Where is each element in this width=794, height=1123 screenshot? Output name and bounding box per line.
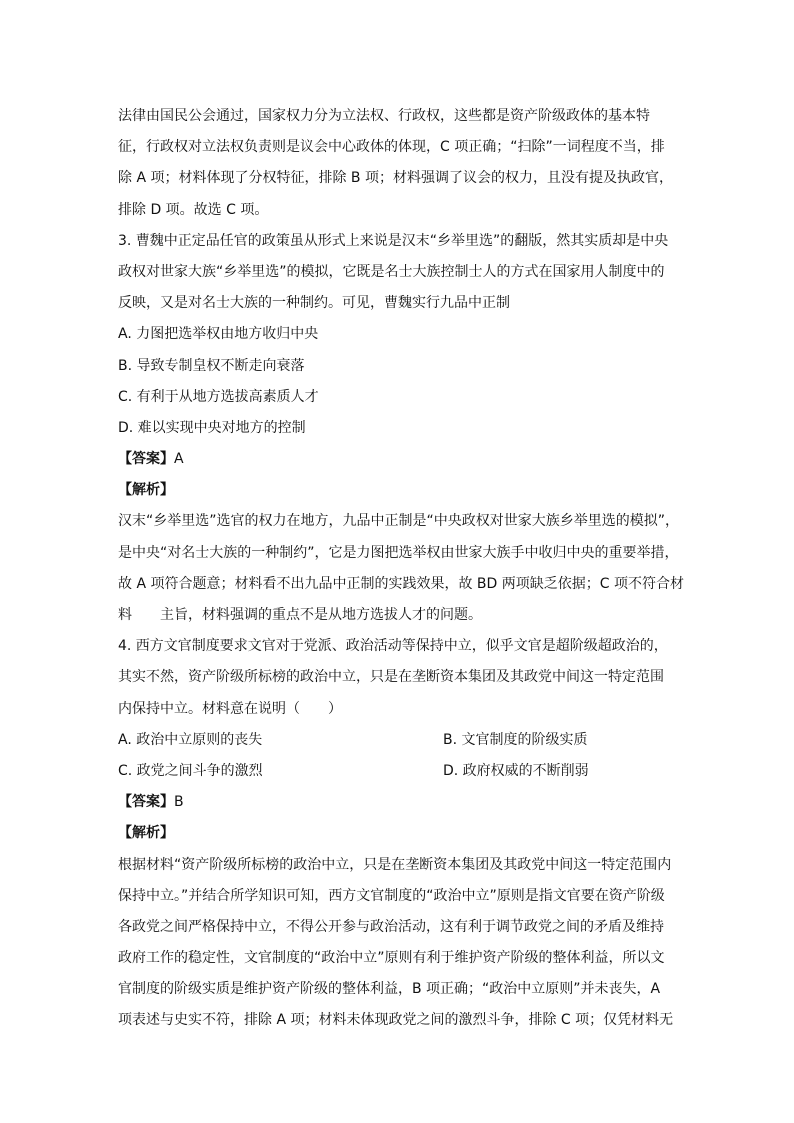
q3-analysis-line-2: 是中央“对名士大族的一种制约”，它是力图把选举权由世家大族手中收归中央的重要举措， (118, 544, 679, 561)
q4-option-b: B. 文官制度的阶级实质 (443, 731, 588, 748)
q3-option-d: D. 难以实现中央对地方的控制 (118, 419, 306, 436)
q4-analysis-label: 【解析】 (118, 825, 174, 842)
q4-analysis-line-6: 项表述与史实不符，排除 A 项；材料未体现政党之间的激烈斗争，排除 C 项；仅凭材料无 (118, 1012, 674, 1029)
q3-option-b: B. 导致专制皇权不断走向衰落 (118, 357, 305, 374)
carryover-line-2: 征，行政权对立法权负责则是议会中心政体的体现，C 项正确；“扫除”一词程度不当，排 (118, 139, 665, 156)
q4-options-row-2 (118, 756, 678, 787)
q3-analysis-line-3: 故 A 项符合题意；材料看不出九品中正制的实践效果，故 BD 两项缺乏依据；C 项不符合材 (118, 575, 684, 592)
q3-stem-line-3: 反映，又是对名士大族的一种制约。可见，曹魏实行九品中正制 (118, 295, 510, 312)
q4-stem-line-2: 其实不然，资产阶级所标榜的政治中立，只是在垄断资本集团及其政党中间这一特定范围 (118, 669, 664, 686)
q3-analysis-heading (118, 475, 678, 506)
q3-answer-value: A (174, 451, 184, 468)
q3-answer (118, 444, 678, 475)
carryover-line-4: 排除 D 项。故选 C 项。 (118, 201, 269, 218)
q3-option-c: C. 有利于从地方选拔高素质人才 (118, 388, 319, 405)
page-content (118, 101, 684, 1037)
q4-option-c: C. 政党之间斗争的激烈 (118, 762, 263, 779)
q4-answer-label: 【答案】 (118, 794, 174, 811)
q4-option-d: D. 政府权威的不断削弱 (443, 762, 589, 779)
carryover-line-1: 法律由国民公会通过，国家权力分为立法权、行政权，这些都是资产阶级政体的基本特 (118, 108, 650, 124)
q3-option-a: A. 力图把选举权由地方收归中央 (118, 326, 319, 343)
q4-analysis-line-4: 政府工作的稳定性，文官制度的“政治中立”原则有利于维护资产阶级的整体利益，所以文 (118, 950, 665, 967)
q4-options-row-1 (118, 725, 678, 756)
q4-analysis-line-5: 官制度的阶级实质是维护资产阶级的整体利益，B 项正确；“政治中立原则”并未丧失，A (118, 981, 661, 998)
q4-answer-value: B (174, 794, 184, 811)
q4-analysis-line-2: 保持中立。”并结合所学知识可知，西方文官制度的“政治中立”原则是指文官要在资产阶级 (118, 887, 665, 904)
q4-answer (118, 787, 678, 818)
q3-analysis-line-1: 汉末“乡举里选”选官的权力在地方，九品中正制是“中央政权对世家大族乡举里选的模拟”， (118, 513, 680, 530)
q4-stem-line-3: 内保持中立。材料意在说明（ ） (118, 700, 342, 717)
q3-answer-label: 【答案】 (118, 451, 174, 468)
q4-analysis-line-1: 根据材料“资产阶级所标榜的政治中立，只是在垄断资本集团及其政党中间这一特定范围内 (118, 856, 672, 873)
q4-option-a: A. 政治中立原则的丧失 (118, 731, 263, 748)
q3-analysis-label: 【解析】 (118, 482, 174, 499)
q4-analysis-heading (118, 818, 678, 849)
q4-analysis-line-3: 各政党之间严格保持中立，不得公开参与政治活动，这有利于调节政党之间的矛盾及维持 (118, 918, 664, 935)
q4-stem-line-1: 4. 西方文官制度要求文官对于党派、政治活动等保持中立，似乎文官是超阶级超政治的， (118, 638, 668, 655)
carryover-line-3: 除 A 项；材料体现了分权特征，排除 B 项；材料强调了议会的权力，且没有提及执政官， (118, 170, 673, 187)
q3-analysis-line-4: 料 主旨，材料强调的重点不是从地方选拔人才的问题。 (118, 607, 482, 623)
q3-stem-line-2: 政权对世家大族“乡举里选”的模拟，它既是名士大族控制士人的方式在国家用人制度中的 (118, 263, 665, 280)
q3-stem-line-1: 3. 曹魏中正定品任官的政策虽从形式上来说是汉末“乡举里选”的翻版，然其实质却是中央 (118, 232, 669, 249)
